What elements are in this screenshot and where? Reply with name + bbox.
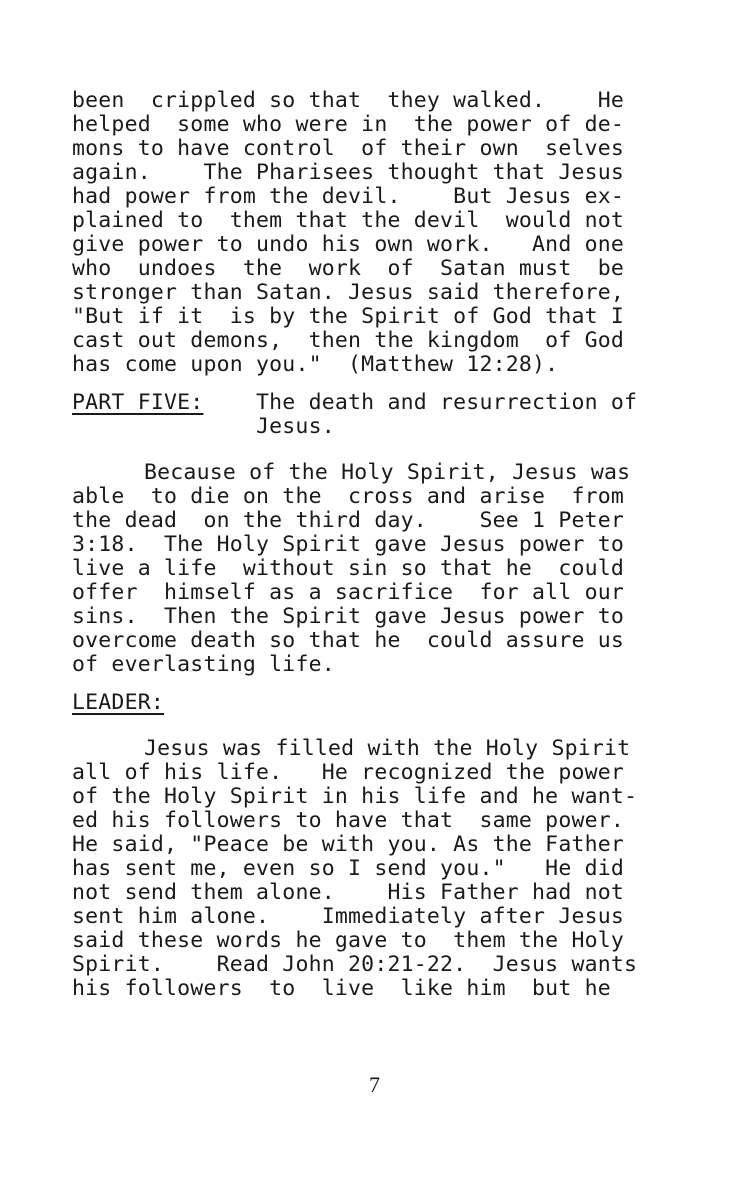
section-heading-part-five	[72, 391, 668, 439]
text-line: his followers to live like him but he	[72, 976, 611, 1001]
text-line: mons to have control of their own selves	[72, 136, 625, 161]
text-line: give power to undo his own work. And one	[72, 232, 625, 257]
text-line: sins. Then the Spirit gave Jesus power to	[72, 604, 625, 629]
paragraph-leader	[72, 737, 668, 1001]
text-line: 3:18. The Holy Spirit gave Jesus power to	[72, 532, 625, 557]
paragraph-continued	[72, 89, 668, 377]
text-line: He said, "Peace be with you. As the Father	[72, 832, 625, 857]
text-line: plained to them that the devil would not	[72, 208, 625, 233]
text-line: helped some who were in the power of de-	[72, 112, 625, 137]
text-line: had power from the devil. But Jesus ex-	[72, 184, 625, 209]
text-line: stronger than Satan. Jesus said therefore,	[72, 280, 625, 305]
text-line: sent him alone. Immediately after Jesus	[72, 904, 625, 929]
text-line: has sent me, even so I send you." He did	[72, 856, 625, 881]
text-line: has come upon you." (Matthew 12:28).	[72, 352, 559, 377]
text-line: of everlasting life.	[72, 652, 335, 677]
text-line: said these words he gave to them the Holy	[72, 928, 625, 953]
text-line: ed his followers to have that same power.	[72, 808, 625, 833]
section-label: LEADER:	[72, 690, 165, 715]
section-title-line: The death and resurrection of	[256, 390, 638, 415]
text-line: cast out demons, then the kingdom of God	[72, 328, 625, 353]
text-line: all of his life. He recognized the power	[72, 760, 625, 785]
text-line: who undoes the work of Satan must be	[72, 256, 625, 281]
text-line: offer himself as a sacrifice for all our	[72, 580, 625, 605]
section-label: PART FIVE:	[72, 390, 204, 415]
text-line: overcome death so that he could assure us	[72, 628, 625, 653]
section-title-line: Jesus.	[256, 414, 335, 439]
text-line: able to die on the cross and arise from	[72, 484, 625, 509]
paragraph-holy-spirit-death	[72, 461, 668, 677]
text-line: Jesus was filled with the Holy Spirit	[144, 736, 631, 761]
text-line: not send them alone. His Father had not	[72, 880, 625, 905]
text-line: live a life without sin so that he could	[72, 556, 625, 581]
text-line: of the Holy Spirit in his life and he want-	[72, 784, 638, 809]
page-number: 7	[369, 1072, 380, 1097]
text-line: again. The Pharisees thought that Jesus	[72, 160, 625, 185]
text-line: the dead on the third day. See 1 Peter	[72, 508, 625, 533]
text-line: Because of the Holy Spirit, Jesus was	[144, 460, 631, 485]
page-body	[72, 89, 668, 1001]
text-line: been crippled so that they walked. He	[72, 88, 625, 113]
text-line: "But if it is by the Spirit of God that I	[72, 304, 625, 329]
text-line: Spirit. Read John 20:21-22. Jesus wants	[72, 952, 638, 977]
section-heading-leader	[72, 691, 668, 715]
